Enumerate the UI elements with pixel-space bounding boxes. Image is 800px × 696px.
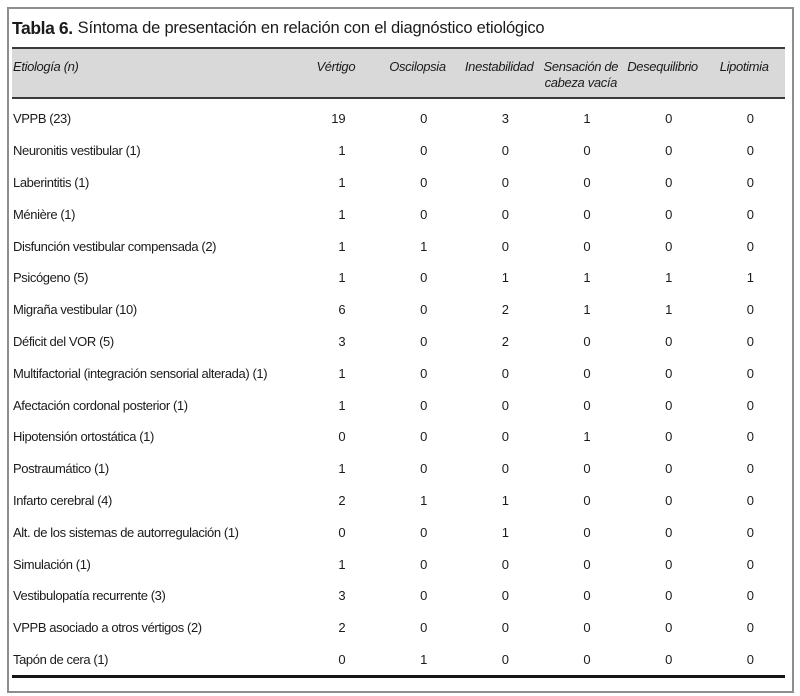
table-row [12, 326, 785, 358]
row-value: 0 [583, 556, 591, 572]
row-value: 0 [583, 333, 591, 349]
table-row [12, 167, 785, 199]
row-value: 0 [420, 461, 428, 477]
row-value: 0 [746, 397, 754, 413]
row-value: 0 [746, 174, 754, 190]
row-value: 0 [746, 238, 754, 254]
row-value: 1 [583, 429, 591, 445]
table-row [12, 357, 785, 389]
row-value: 1 [338, 556, 346, 572]
row-value: 1 [338, 206, 346, 222]
row-label: Migraña vestibular (10) [13, 302, 137, 318]
row-value: 0 [338, 429, 346, 445]
row-value: 0 [583, 461, 591, 477]
table-row [12, 262, 785, 294]
column-header-4: Sensación de cabeza vacía [543, 59, 619, 90]
row-value: 1 [501, 524, 509, 540]
row-value: 0 [665, 524, 673, 540]
row-value: 0 [665, 143, 673, 159]
row-value: 3 [338, 588, 346, 604]
table-row [12, 230, 785, 262]
row-value: 0 [665, 333, 673, 349]
row-value: 2 [338, 492, 346, 508]
row-value: 0 [665, 238, 673, 254]
row-value: 0 [420, 524, 428, 540]
row-value: 0 [746, 333, 754, 349]
table-row [12, 198, 785, 230]
table-row [12, 548, 785, 580]
row-value: 0 [420, 111, 428, 127]
row-label: Tapón de cera (1) [13, 651, 109, 667]
row-value: 0 [501, 429, 509, 445]
row-value: 1 [338, 270, 346, 286]
row-value: 0 [665, 397, 673, 413]
row-value: 3 [338, 333, 346, 349]
table-number: Tabla 6. [12, 17, 73, 38]
row-value: 0 [746, 556, 754, 572]
row-value: 0 [420, 365, 428, 381]
row-value: 0 [501, 556, 509, 572]
row-label: Disfunción vestibular compensada (2) [13, 238, 217, 254]
row-value: 1 [746, 270, 754, 286]
table-row [12, 612, 785, 644]
row-value: 0 [501, 651, 509, 667]
row-value: 0 [665, 492, 673, 508]
row-value: 1 [420, 492, 428, 508]
row-label: VPPB asociado a otros vértigos (2) [13, 620, 202, 636]
row-value: 1 [583, 302, 591, 318]
row-value: 2 [501, 302, 509, 318]
row-value: 0 [746, 492, 754, 508]
row-label: Infarto cerebral (4) [13, 492, 112, 508]
table-row [12, 421, 785, 453]
row-value: 0 [420, 556, 428, 572]
row-value: 1 [338, 238, 346, 254]
row-value: 0 [501, 620, 509, 636]
row-value: 0 [746, 206, 754, 222]
row-value: 0 [501, 461, 509, 477]
row-value: 0 [420, 206, 428, 222]
row-value: 0 [583, 651, 591, 667]
row-value: 0 [746, 651, 754, 667]
row-value: 0 [501, 397, 509, 413]
column-header-5: Desequilibrio [627, 59, 698, 74]
row-value: 0 [420, 397, 428, 413]
column-header-6: Lipotimia [719, 59, 769, 74]
table-row [12, 135, 785, 167]
table-title [12, 9, 785, 47]
row-value: 0 [583, 620, 591, 636]
row-value: 1 [338, 143, 346, 159]
row-value: 0 [665, 111, 673, 127]
row-value: 0 [501, 238, 509, 254]
row-value: 0 [746, 588, 754, 604]
row-value: 0 [420, 620, 428, 636]
row-value: 0 [583, 238, 591, 254]
table-card [7, 7, 794, 693]
table-row [12, 644, 785, 676]
row-value: 0 [665, 651, 673, 667]
row-value: 0 [501, 174, 509, 190]
row-label: Vestibulopatía recurrente (3) [13, 588, 166, 604]
table-row [12, 389, 785, 421]
row-label: Simulación (1) [13, 556, 91, 572]
table-row [12, 485, 785, 517]
row-value: 1 [338, 174, 346, 190]
row-value: 0 [501, 588, 509, 604]
row-label: Afectación cordonal posterior (1) [13, 397, 188, 413]
row-value: 1 [338, 397, 346, 413]
row-value: 0 [665, 429, 673, 445]
row-label: VPPB (23) [13, 111, 71, 127]
row-value: 1 [420, 651, 428, 667]
row-value: 0 [746, 620, 754, 636]
row-value: 0 [583, 397, 591, 413]
row-value: 2 [501, 333, 509, 349]
row-value: 0 [665, 620, 673, 636]
row-value: 0 [583, 206, 591, 222]
row-value: 0 [583, 143, 591, 159]
row-label: Multifactorial (integración sensorial alterada) (1) [13, 365, 268, 381]
row-value: 0 [420, 588, 428, 604]
row-value: 0 [583, 524, 591, 540]
row-value: 1 [583, 111, 591, 127]
row-value: 1 [665, 270, 673, 286]
row-value: 0 [583, 174, 591, 190]
row-value: 0 [665, 174, 673, 190]
table-row [12, 453, 785, 485]
row-value: 0 [420, 302, 428, 318]
table-row [12, 580, 785, 612]
column-header-2: Oscilopsia [389, 59, 446, 74]
column-header-3: Inestabilidad [464, 59, 534, 74]
row-value: 1 [338, 461, 346, 477]
row-value: 0 [665, 588, 673, 604]
row-value: 0 [420, 429, 428, 445]
row-value: 0 [338, 524, 346, 540]
table-row [12, 103, 785, 135]
row-label: Psicógeno (5) [13, 270, 89, 286]
row-value: 0 [665, 365, 673, 381]
table-header-row [12, 47, 785, 99]
row-value: 0 [746, 429, 754, 445]
row-value: 0 [746, 365, 754, 381]
row-value: 0 [420, 333, 428, 349]
row-value: 0 [665, 206, 673, 222]
row-label: Laberintitis (1) [13, 174, 89, 190]
row-value: 1 [501, 270, 509, 286]
row-value: 0 [501, 365, 509, 381]
row-value: 0 [501, 143, 509, 159]
row-value: 2 [338, 620, 346, 636]
row-value: 0 [746, 302, 754, 318]
row-value: 0 [746, 111, 754, 127]
row-value: 0 [746, 524, 754, 540]
row-value: 0 [420, 143, 428, 159]
row-value: 0 [583, 588, 591, 604]
row-label: Neuronitis vestibular (1) [13, 143, 141, 159]
row-label: Ménière (1) [13, 206, 76, 222]
table-row [12, 294, 785, 326]
row-label: Déficit del VOR (5) [13, 333, 114, 349]
row-value: 0 [583, 492, 591, 508]
row-value: 0 [420, 270, 428, 286]
row-value: 0 [665, 556, 673, 572]
column-header-1: Vértigo [316, 59, 356, 74]
row-value: 1 [420, 238, 428, 254]
row-value: 1 [665, 302, 673, 318]
table-caption: Síntoma de presentación en relación con el diagnóstico etiológico [77, 18, 545, 37]
row-value: 0 [338, 651, 346, 667]
row-value: 19 [331, 111, 346, 127]
row-label: Hipotensión ortostática (1) [13, 429, 154, 445]
row-value: 3 [501, 111, 509, 127]
row-value: 1 [338, 365, 346, 381]
table-row [12, 516, 785, 548]
row-label: Postraumático (1) [13, 461, 109, 477]
row-value: 0 [583, 365, 591, 381]
row-label: Alt. de los sistemas de autorregulación (1) [13, 524, 239, 540]
column-header-0: Etiología (n) [13, 59, 79, 74]
row-value: 0 [746, 461, 754, 477]
row-value: 1 [583, 270, 591, 286]
table-body [12, 99, 785, 678]
row-value: 0 [665, 461, 673, 477]
row-value: 0 [746, 143, 754, 159]
row-value: 0 [420, 174, 428, 190]
row-value: 1 [501, 492, 509, 508]
row-value: 6 [338, 302, 346, 318]
row-value: 0 [501, 206, 509, 222]
